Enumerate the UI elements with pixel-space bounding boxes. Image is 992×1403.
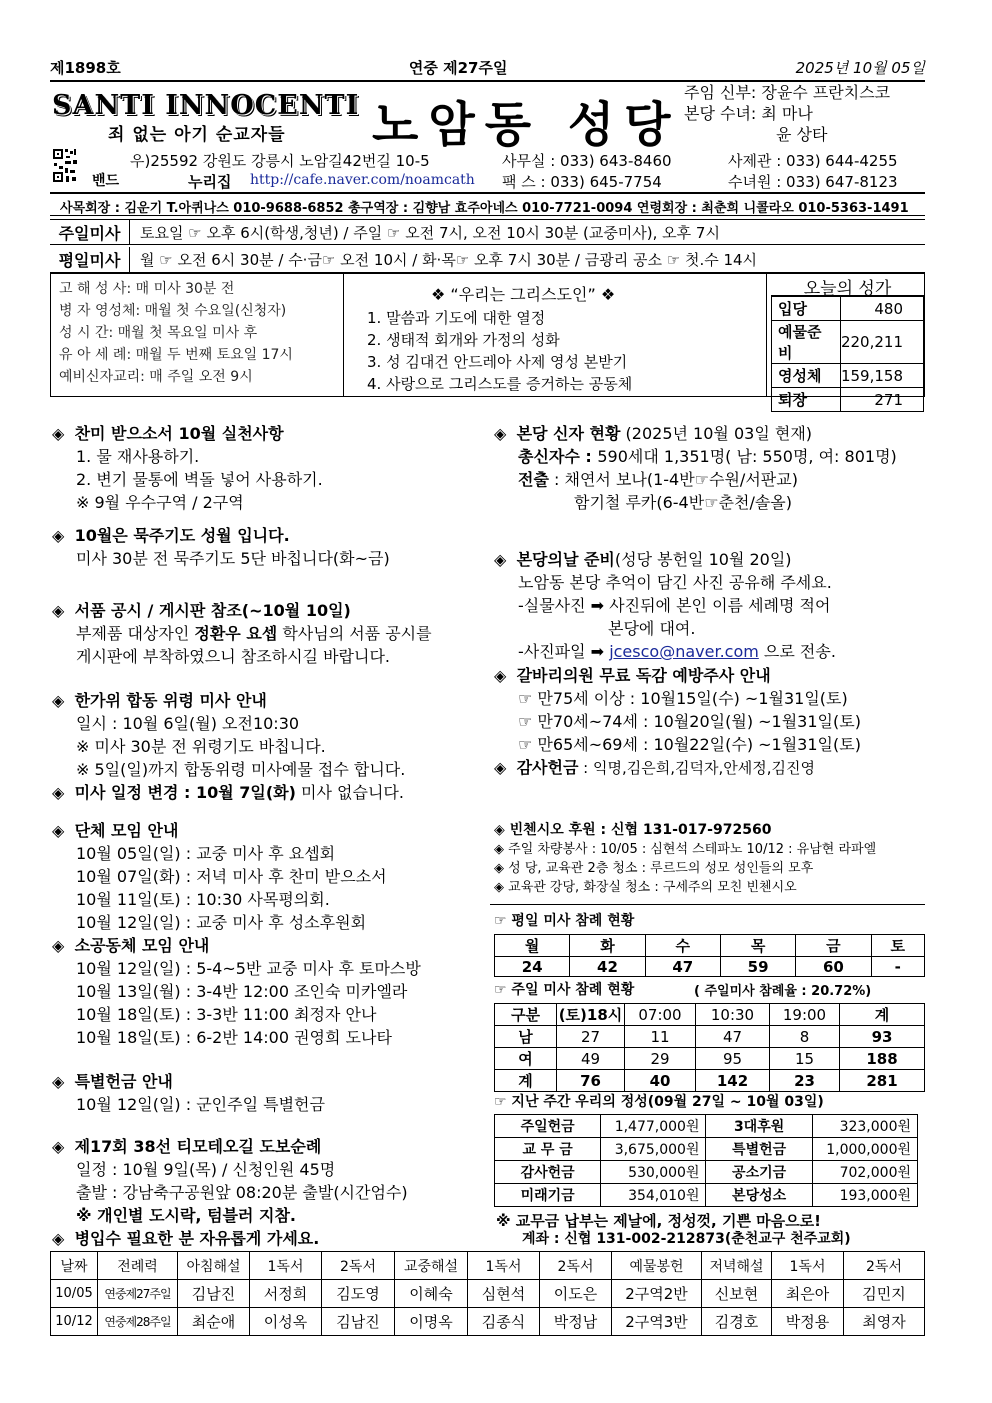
- section-parish-census: [494, 422, 897, 514]
- section-line: 10월 12일(일) : 5-4~5반 교중 미사 후 토마스방: [76, 959, 421, 978]
- finance-label: 미래기금: [495, 1184, 601, 1207]
- sunday-mass-row: [50, 219, 925, 245]
- table-header: 10:30: [696, 1004, 770, 1026]
- leaders-line: 사목회장 : 김운기 T.아퀴나스 010-9688-6852 총구역장 : 김향남 효주아네스 010-7721-0094 연령회장 : 최춘희 니콜라오 010-5363-1491: [50, 192, 925, 216]
- section-line: [494, 640, 836, 663]
- office-phone: 사무실 : 033) 643-8460: [502, 152, 672, 170]
- section-line: ※ 9월 우수구역 / 2구역: [76, 493, 244, 512]
- finance-amount: 3,675,000원: [601, 1138, 706, 1161]
- divider: [766, 274, 767, 396]
- liturgy-duty-table: [50, 1251, 925, 1336]
- text-fragment: -사진파일 ➡: [518, 642, 610, 661]
- finance-amount: 1,000,000원: [812, 1138, 917, 1161]
- sunday-attendance-title: ☞ 주일 미사 참례 현황: [494, 982, 635, 998]
- diamond-bullet-icon: ◈: [494, 666, 507, 685]
- section-title: 병입수 필요한 분 자유롭게 가세요.: [74, 1229, 320, 1248]
- hymn-number: 159,158: [840, 364, 923, 388]
- table-cell: 11: [625, 1026, 696, 1048]
- schedule-item: 고 해 성 사: 매 미사 30분 전: [59, 281, 235, 297]
- finance-label: 특별헌금: [706, 1138, 812, 1161]
- hymn-table: [771, 274, 924, 412]
- table-header: (토)18시: [557, 1004, 625, 1026]
- finance-label: 교 무 금: [495, 1138, 601, 1161]
- table-header: 예물봉헌: [612, 1252, 702, 1280]
- diamond-bullet-icon: ◈: [52, 1229, 65, 1248]
- section-pilgrimage: [52, 1135, 408, 1250]
- finance-amount: 702,000원: [812, 1161, 917, 1184]
- table-cell: 최은아: [772, 1280, 844, 1308]
- section-line: 미사 없습니다.: [295, 783, 404, 802]
- table-cell: 이혜숙: [395, 1280, 468, 1308]
- weekday-attendance-table: [494, 934, 925, 977]
- table-header: 19:00: [770, 1004, 840, 1026]
- sunday-attendance-rate: ( 주일미사 참례율 : 20.72%): [694, 984, 872, 999]
- homepage-url[interactable]: http://cafe.naver.com/noamcath: [250, 172, 475, 188]
- section-line: 일시 : 10월 6일(월) 오전10:30: [76, 714, 300, 733]
- table-cell: 49: [557, 1048, 625, 1070]
- table-cell: 박정용: [772, 1308, 844, 1336]
- table-header: 계: [840, 1004, 925, 1026]
- tithe-note: ※ 교무금 납부는 제날에, 정성껏, 기쁜 마음으로!: [496, 1212, 821, 1230]
- diamond-bullet-icon: ◈: [52, 526, 65, 545]
- table-cell: 심현석: [468, 1280, 540, 1308]
- table-header: 1독서: [468, 1252, 540, 1280]
- homepage-label: 누리집: [188, 173, 232, 191]
- finance-label: 공소기금: [706, 1161, 812, 1184]
- table-cell: 10/12: [51, 1308, 98, 1336]
- section-line: 게시판에 부착하였으니 참조하시길 바랍니다.: [76, 647, 391, 666]
- hymn-number: 220,211: [840, 321, 923, 364]
- section-group-meetings: [52, 819, 421, 1049]
- table-cell: 김경호: [702, 1308, 772, 1336]
- section-title: 서품 공시 / 게시판 참조(~10월 10일): [74, 601, 351, 620]
- section-line: 출발 : 강남축구공원앞 08:20분 출발(시간엄수): [76, 1183, 408, 1202]
- diamond-bullet-icon: ◈: [52, 821, 65, 840]
- section-title: 갈바리의원 무료 독감 예방주사 안내: [516, 666, 771, 685]
- text-fragment: 590세대 1,351명( 남: 550명, 여: 801명): [597, 447, 897, 466]
- issue-date: 2025년 10월 05일: [795, 59, 925, 77]
- hymn-label: 예물준비: [772, 321, 841, 364]
- table-header: 2독서: [540, 1252, 612, 1280]
- parish-name: 노암동 성당: [372, 97, 681, 153]
- table-cell: 95: [696, 1048, 770, 1070]
- section-parish-day: [494, 548, 836, 663]
- table-cell: 27: [557, 1026, 625, 1048]
- table-cell: 15: [770, 1048, 840, 1070]
- table-cell: 8: [770, 1026, 840, 1048]
- ordinand-name: 정환우 요셉: [194, 624, 278, 643]
- table-header: 토: [871, 935, 924, 957]
- hymn-number: 271: [840, 388, 923, 412]
- finance-title: ☞ 지난 주간 우리의 정성(09월 27일 ~ 10월 03일): [494, 1094, 824, 1110]
- section-ordination-notice: [52, 599, 432, 668]
- office-fax: 팩 스 : 033) 645-7754: [502, 173, 662, 191]
- table-cell: 이명옥: [395, 1308, 468, 1336]
- section-line: (성당 봉헌일 10월 20일): [614, 550, 792, 569]
- diamond-bullet-icon: ◈: [52, 783, 65, 802]
- section-title: 10월은 묵주기도 성월 입니다.: [74, 526, 290, 545]
- table-header: 전례력: [98, 1252, 178, 1280]
- section-line: [52, 622, 432, 645]
- table-header: 아침해설: [178, 1252, 250, 1280]
- section-line: 1. 물 재사용하기.: [76, 447, 200, 466]
- section-line: [494, 445, 897, 468]
- motto-item: 1. 말씀과 기도에 대한 열정: [367, 309, 546, 327]
- info-box: [50, 273, 925, 409]
- finance-table: [494, 1114, 918, 1207]
- table-cell: 김남진: [178, 1280, 250, 1308]
- section-line: ☞ 만75세 이상 : 10월15일(수) ~1월31일(토): [518, 689, 848, 708]
- motto-list: [367, 307, 632, 395]
- liturgical-week: 연중 제27주일: [408, 59, 508, 77]
- section-title: 특별헌금 안내: [74, 1072, 173, 1091]
- section-title: 한가위 합동 위령 미사 안내: [74, 691, 267, 710]
- table-cell: 29: [625, 1048, 696, 1070]
- email-link[interactable]: jcesco@naver.com: [609, 642, 759, 661]
- table-header: 교중해설: [395, 1252, 468, 1280]
- table-header: 수: [645, 935, 720, 957]
- section-title: 제17회 38선 티모테오길 도보순례: [74, 1137, 322, 1156]
- section-line: -실물사진 ➡ 사진뒤에 본인 이름 세례명 적어: [518, 596, 831, 615]
- section-line: 10월 18일(토) : 6-2반 14:00 권영희 도나타: [76, 1028, 392, 1047]
- section-flu-vaccine: [494, 664, 861, 780]
- schedule-item: 성 시 간: 매월 첫 목요일 미사 후: [59, 325, 258, 341]
- clergy-block: [684, 82, 890, 145]
- table-cell: 142: [696, 1070, 770, 1092]
- table-cell: 박정남: [540, 1308, 612, 1336]
- finance-label: 본당성소: [706, 1184, 812, 1207]
- section-line: 10월 11일(토) : 10:30 사목평의회.: [76, 890, 330, 909]
- motto-item: 4. 사랑으로 그리스도를 증거하는 공동체: [367, 375, 633, 393]
- section-line: (2025년 10월 03일 현재): [620, 424, 813, 443]
- table-cell: 47: [645, 957, 720, 977]
- diamond-bullet-icon: ◈: [52, 691, 65, 710]
- table-header: 2독서: [322, 1252, 395, 1280]
- diamond-bullet-icon: ◈: [494, 550, 507, 569]
- hymn-table-title: 오늘의 성가: [771, 274, 924, 296]
- section-line: 본당에 대여.: [608, 619, 696, 638]
- latin-title: SANTI INNOCENTI: [52, 90, 360, 121]
- table-header: 화: [570, 935, 645, 957]
- table-cell: 연중제28주일: [98, 1308, 178, 1336]
- table-cell: 김남진: [322, 1308, 395, 1336]
- cleaning-duty: ◈ 교육관 강당, 화장실 청소 : 구세주의 모친 빈첸시오: [494, 880, 797, 895]
- finance-amount: 1,477,000원: [601, 1115, 706, 1138]
- diamond-bullet-icon: ◈: [494, 424, 507, 443]
- diamond-bullet-icon: ◈: [494, 758, 507, 777]
- table-cell: 최순애: [178, 1308, 250, 1336]
- section-title: 본당 신자 현황: [516, 424, 621, 443]
- table-cell: 계: [495, 1070, 557, 1092]
- table-cell: 2구역3반: [612, 1308, 702, 1336]
- driver-volunteer: ◈ 주일 차량봉사 : 10/05 : 심현석 스테파노 10/12 : 유남현 라파엘: [494, 842, 877, 857]
- table-cell: 서정희: [250, 1280, 322, 1308]
- table-header: 1독서: [250, 1252, 322, 1280]
- finance-amount: 530,000원: [601, 1161, 706, 1184]
- motto-title: ❖ “우리는 그리스도인” ❖: [431, 285, 616, 304]
- section-title: 미사 일정 변경 : 10월 7일(화): [74, 783, 296, 802]
- diamond-bullet-icon: ◈: [52, 424, 65, 443]
- section-line: 일정 : 10월 9일(목) / 신청인원 45명: [76, 1160, 336, 1179]
- text-fragment: : 채연서 보나(1-4반☞수원/서판교): [548, 470, 798, 489]
- band-link[interactable]: 밴드: [92, 173, 120, 189]
- finance-label: 3대후원: [706, 1115, 812, 1138]
- weekday-mass-label: 평일미사: [50, 247, 130, 272]
- table-cell: 남: [495, 1026, 557, 1048]
- section-title: 단체 모임 안내: [74, 821, 179, 840]
- convent-phone: 수녀원 : 033) 647-8123: [728, 173, 898, 191]
- table-cell: 김민지: [844, 1280, 925, 1308]
- sunday-attendance-table: [494, 1003, 925, 1092]
- section-line: ☞ 만65세~69세 : 10월22일(수) ~1월31일(토): [518, 735, 861, 754]
- hymn-number: 480: [840, 297, 923, 321]
- text-fragment: 총신자수 :: [518, 447, 598, 466]
- section-line: ☞ 만70세~74세 : 10월20일(월) ~1월31일(토): [518, 712, 861, 731]
- section-line: 10월 12일(일) : 군인주일 특별헌금: [76, 1095, 325, 1114]
- weekday-mass-row: [50, 247, 925, 273]
- motto-item: 2. 생태적 회개와 가정의 성화: [367, 331, 560, 349]
- divider: [490, 904, 925, 905]
- section-line: ※ 미사 30분 전 위령기도 바칩니다.: [76, 737, 326, 756]
- section-rosary-month: [52, 524, 390, 570]
- finance-label: 주일헌금: [495, 1115, 601, 1138]
- section-line: 함기철 루카(6-4반☞춘천/솔올): [574, 493, 792, 512]
- text-fragment: 전출: [518, 470, 549, 489]
- table-cell: 이도은: [540, 1280, 612, 1308]
- table-cell: 김도영: [322, 1280, 395, 1308]
- table-cell: 2구역2반: [612, 1280, 702, 1308]
- table-cell: 신보현: [702, 1280, 772, 1308]
- schedule-item: 유 아 세 례: 매월 두 번째 토요일 17시: [59, 347, 293, 363]
- table-header: 1독서: [772, 1252, 844, 1280]
- sister-name-1: 본당 수녀: 최 마나: [684, 104, 813, 123]
- table-cell: 최영자: [844, 1308, 925, 1336]
- schedule-item: 병 자 영성체: 매월 첫 수요일(신청자): [59, 303, 287, 319]
- address: 우)25592 강원도 강릉시 노암길42번길 10-5: [130, 152, 430, 170]
- table-cell: 42: [570, 957, 645, 977]
- section-special-collection: [52, 1070, 325, 1116]
- section-memorial-mass: [52, 689, 405, 804]
- table-cell: 59: [720, 957, 795, 977]
- weekday-attendance-title: ☞ 평일 미사 참례 현황: [494, 913, 635, 929]
- table-header: 월: [495, 935, 570, 957]
- issue-number: 제1898호: [50, 59, 121, 77]
- divider: [343, 274, 344, 396]
- table-cell: -: [871, 957, 924, 977]
- sunday-mass-label: 주일미사: [50, 220, 130, 244]
- section-line: 10월 13일(월) : 3-4반 12:00 조인숙 미카엘라: [76, 982, 408, 1001]
- finance-label: 감사헌금: [495, 1161, 601, 1184]
- section-title: 감사헌금: [516, 758, 579, 777]
- section-laudato-si: [52, 422, 323, 514]
- diamond-bullet-icon: ◈: [52, 1072, 65, 1091]
- motto-item: 3. 성 김대건 안드레아 사제 영성 본받기: [367, 353, 628, 371]
- text-fragment: 으로 전송.: [758, 642, 836, 661]
- table-cell: 40: [625, 1070, 696, 1092]
- table-cell: 188: [840, 1048, 925, 1070]
- section-line: [494, 468, 897, 491]
- table-cell: 47: [696, 1026, 770, 1048]
- table-cell: 23: [770, 1070, 840, 1092]
- weekday-mass-times: 월 ☞ 오전 6시 30분 / 수·금☞ 오전 10시 / 화·목☞ 오후 7시 30분 / 금광리 공소 ☞ 첫.수 14시: [140, 251, 758, 269]
- volunteer-list: [494, 821, 876, 897]
- diamond-bullet-icon: ◈: [52, 601, 65, 620]
- table-cell: 76: [557, 1070, 625, 1092]
- hymn-label: 영성체: [772, 364, 841, 388]
- table-header: 목: [720, 935, 795, 957]
- hymn-label: 퇴장: [772, 388, 841, 412]
- section-title: 찬미 받으소서 10월 실천사항: [74, 424, 284, 443]
- table-header: 날짜: [51, 1252, 98, 1280]
- table-cell: 김종식: [468, 1308, 540, 1336]
- section-line: 2. 변기 물통에 벽돌 넣어 사용하기.: [76, 470, 323, 489]
- hymn-label: 입당: [772, 297, 841, 321]
- text-fragment: 학사님의 서품 공시를: [277, 624, 432, 643]
- table-header: 저녁해설: [702, 1252, 772, 1280]
- latin-subtitle: 죄 없는 아기 순교자들: [108, 125, 286, 145]
- finance-amount: 323,000원: [812, 1115, 917, 1138]
- vincent-donation: ◈ 빈첸시오 후원 : 신협 131-017-972560: [494, 822, 772, 838]
- section-title: 본당의날 준비: [516, 550, 615, 569]
- table-cell: 24: [495, 957, 570, 977]
- section-title: 소공동체 모임 안내: [74, 936, 210, 955]
- table-cell: 93: [840, 1026, 925, 1048]
- finance-amount: 354,010원: [601, 1184, 706, 1207]
- section-line: 미사 30분 전 묵주기도 5단 바칩니다(화~금): [76, 549, 390, 568]
- diamond-bullet-icon: ◈: [52, 1137, 65, 1156]
- section-line: 10월 05일(일) : 교중 미사 후 요셉회: [76, 844, 336, 863]
- table-cell: 10/05: [51, 1280, 98, 1308]
- table-cell: 이성옥: [250, 1308, 322, 1336]
- sister-name-2: 윤 상타: [776, 125, 828, 144]
- tithe-account: 계좌 : 신협 131-002-212873(춘천교구 천주교회): [522, 1231, 851, 1247]
- sunday-mass-times: 토요일 ☞ 오후 6시(학생,청년) / 주일 ☞ 오전 7시, 오전 10시 30분 (교중미사), 오후 7시: [140, 223, 720, 242]
- section-line: : 익명,김은희,김덕자,안세정,김진영: [578, 759, 815, 777]
- pastor-name: 주임 신부: 장윤수 프란치스코: [684, 83, 891, 102]
- issue-header: [50, 58, 925, 82]
- table-header: 금: [796, 935, 871, 957]
- table-cell: 연중제27주일: [98, 1280, 178, 1308]
- section-line: 10월 18일(토) : 3-3반 11:00 최정자 안나: [76, 1005, 377, 1024]
- section-line: 10월 12일(일) : 교중 미사 후 성소후원회: [76, 913, 367, 932]
- table-header: 07:00: [625, 1004, 696, 1026]
- table-cell: 60: [796, 957, 871, 977]
- sacrament-schedule: [59, 278, 293, 388]
- section-line: 10월 07일(화) : 저녁 미사 후 찬미 받으소서: [76, 867, 387, 886]
- table-cell: 281: [840, 1070, 925, 1092]
- diamond-bullet-icon: ◈: [52, 936, 65, 955]
- table-cell: 여: [495, 1048, 557, 1070]
- table-header: 구분: [495, 1004, 557, 1026]
- cleaning-duty: ◈ 성 당, 교육관 2층 청소 : 루르드의 성모 성인들의 모후: [494, 861, 814, 876]
- schedule-item: 예비신자교리: 매 주일 오전 9시: [59, 369, 253, 385]
- rectory-phone: 사제관 : 033) 644-4255: [728, 152, 898, 170]
- table-header: 2독서: [844, 1252, 925, 1280]
- section-line: ※ 개인별 도시락, 텀블러 지참.: [76, 1206, 297, 1225]
- section-line: ※ 5일(일)까지 합동위령 미사예물 접수 합니다.: [76, 760, 406, 779]
- section-line: 노암동 본당 추억이 담긴 사진 공유해 주세요.: [518, 573, 832, 592]
- text-fragment: 부제품 대상자인: [76, 624, 195, 643]
- qr-code-icon[interactable]: [52, 148, 96, 184]
- finance-amount: 193,000원: [812, 1184, 917, 1207]
